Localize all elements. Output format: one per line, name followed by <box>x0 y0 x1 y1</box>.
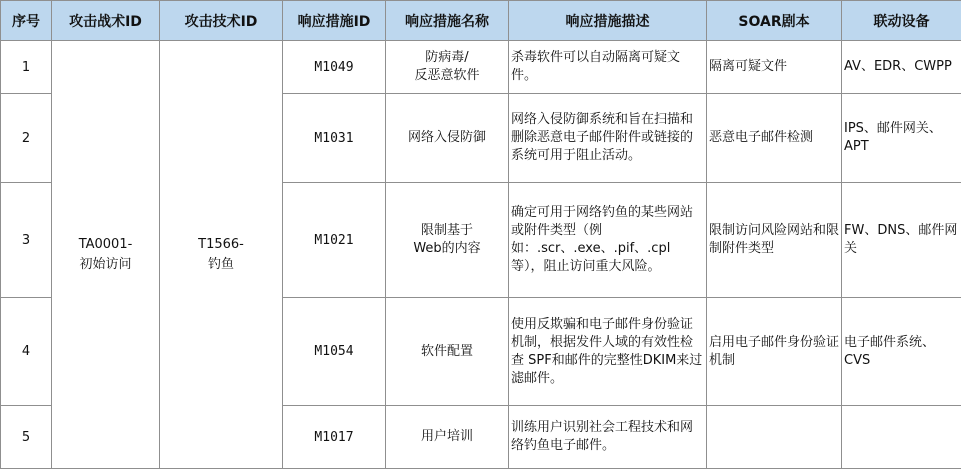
cell-seq: 1 <box>1 41 52 94</box>
cell-seq: 4 <box>1 298 52 406</box>
cell-seq: 5 <box>1 406 52 469</box>
cell-linked-devices: 电子邮件系统、CVS <box>842 298 961 406</box>
cell-measure-id: M1031 <box>283 94 386 183</box>
cell-measure-description: 杀毒软件可以自动隔离可疑文件。 <box>509 41 707 94</box>
cell-measure-id: M1017 <box>283 406 386 469</box>
cell-measure-name: 防病毒/ 反恶意软件 <box>386 41 509 94</box>
cell-linked-devices <box>842 406 961 469</box>
cell-measure-description: 训练用户识别社会工程技术和网络钓鱼电子邮件。 <box>509 406 707 469</box>
cell-soar-playbook: 启用电子邮件身份验证机制 <box>707 298 842 406</box>
cell-measure-id: M1021 <box>283 183 386 298</box>
table-row <box>1 41 961 94</box>
cell-measure-id: M1054 <box>283 298 386 406</box>
cell-measure-description: 确定可用于网络钓鱼的某些网站或附件类型（例如：.scr、.exe、.pif、.cpl 等），阻止访问重大风险。 <box>509 183 707 298</box>
header-technique-id: 攻击技术ID <box>160 1 283 41</box>
header-measure-description: 响应措施描述 <box>509 1 707 41</box>
cell-linked-devices: AV、EDR、CWPP <box>842 41 961 94</box>
cell-measure-description: 使用反欺骗和电子邮件身份验证机制，根据发件人域的有效性检查 SPF和邮件的完整性DKIM来过滤邮件。 <box>509 298 707 406</box>
cell-tactic-id <box>52 41 160 469</box>
header-tactic-id: 攻击战术ID <box>52 1 160 41</box>
cell-measure-id: M1049 <box>283 41 386 94</box>
header-seq: 序号 <box>1 1 52 41</box>
cell-technique-id <box>160 41 283 469</box>
cell-linked-devices: FW、DNS、邮件网关 <box>842 183 961 298</box>
tactic-text: TA0001- 初始访问 <box>78 236 133 272</box>
cell-soar-playbook: 恶意电子邮件检测 <box>707 94 842 183</box>
cell-soar-playbook <box>707 406 842 469</box>
cell-measure-name: 用户培训 <box>386 406 509 469</box>
technique-text: T1566- 钓鱼 <box>198 236 244 272</box>
cell-measure-name: 软件配置 <box>386 298 509 406</box>
cell-linked-devices: IPS、邮件网关、APT <box>842 94 961 183</box>
cell-measure-name: 网络入侵防御 <box>386 94 509 183</box>
header-row <box>1 1 961 41</box>
header-soar-playbook: SOAR剧本 <box>707 1 842 41</box>
cell-measure-description: 网络入侵防御系统和旨在扫描和删除恶意电子邮件附件或链接的系统可用于阻止活动。 <box>509 94 707 183</box>
cell-measure-name: 限制基于 Web的内容 <box>386 183 509 298</box>
header-measure-id: 响应措施ID <box>283 1 386 41</box>
header-measure-name: 响应措施名称 <box>386 1 509 41</box>
cell-soar-playbook: 限制访问风险网站和限制附件类型 <box>707 183 842 298</box>
cell-seq: 2 <box>1 94 52 183</box>
header-linked-devices: 联动设备 <box>842 1 961 41</box>
cell-seq: 3 <box>1 183 52 298</box>
cell-soar-playbook: 隔离可疑文件 <box>707 41 842 94</box>
